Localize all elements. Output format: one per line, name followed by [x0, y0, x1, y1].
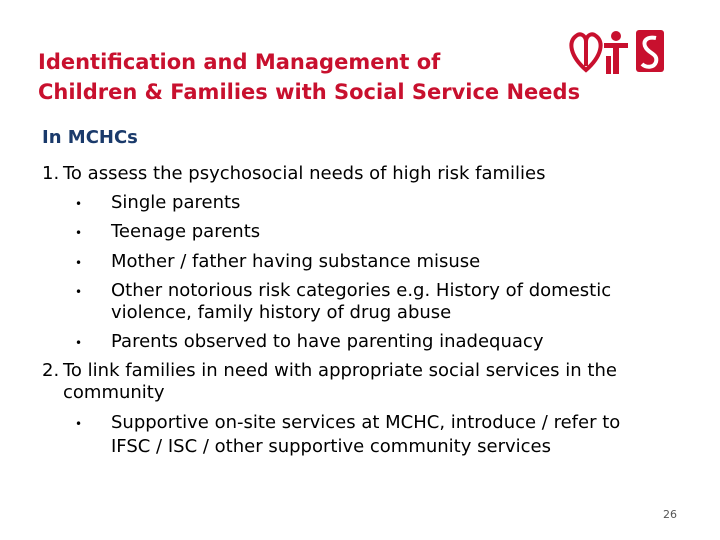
- bullet-marker: •: [75, 285, 83, 299]
- slide-title: [38, 47, 580, 107]
- social-welfare-department-logo: [636, 30, 664, 72]
- logo-group: [566, 26, 666, 78]
- item-2-text-line-2: community: [63, 382, 165, 403]
- item-1-bullet-2: Teenage parents: [111, 221, 261, 242]
- slide-title-line-2: Children & Families with Social Service Needs: [38, 80, 581, 104]
- item-1-bullet-4-line-2: violence, family history of drug abuse: [111, 302, 452, 323]
- hospital-authority-logo: [571, 34, 600, 70]
- item-1-bullet-4-line-1: Other notorious risk categories e.g. History of domestic: [111, 280, 612, 301]
- department-of-health-logo: [604, 31, 628, 74]
- item-2-text-line-1: To link families in need with appropriate social services in the: [63, 360, 617, 381]
- bullet-marker: •: [75, 417, 83, 431]
- section-subheading: In MCHCs: [42, 127, 138, 148]
- bullet-marker: •: [75, 197, 83, 211]
- bullet-marker: •: [75, 256, 83, 270]
- logo-icons: [566, 26, 666, 78]
- slide-title-line-1: Identification and Management of: [38, 50, 441, 74]
- item-2-bullet-1-line-1: Supportive on-site services at MCHC, introduce / refer to: [111, 412, 621, 433]
- bullet-marker: •: [75, 226, 83, 240]
- item-2-number: 2.: [42, 360, 60, 381]
- item-1-bullet-1: Single parents: [111, 192, 241, 213]
- page-number: 26: [663, 508, 677, 521]
- item-1-number: 1.: [42, 163, 60, 184]
- item-1-bullet-5: Parents observed to have parenting inadequacy: [111, 331, 544, 352]
- item-2-bullet-1-line-2: IFSC / ISC / other supportive community services: [111, 436, 551, 457]
- item-1-text: To assess the psychosocial needs of high risk families: [63, 163, 546, 184]
- item-1-bullet-3: Mother / father having substance misuse: [111, 251, 481, 272]
- bullet-marker: •: [75, 336, 83, 350]
